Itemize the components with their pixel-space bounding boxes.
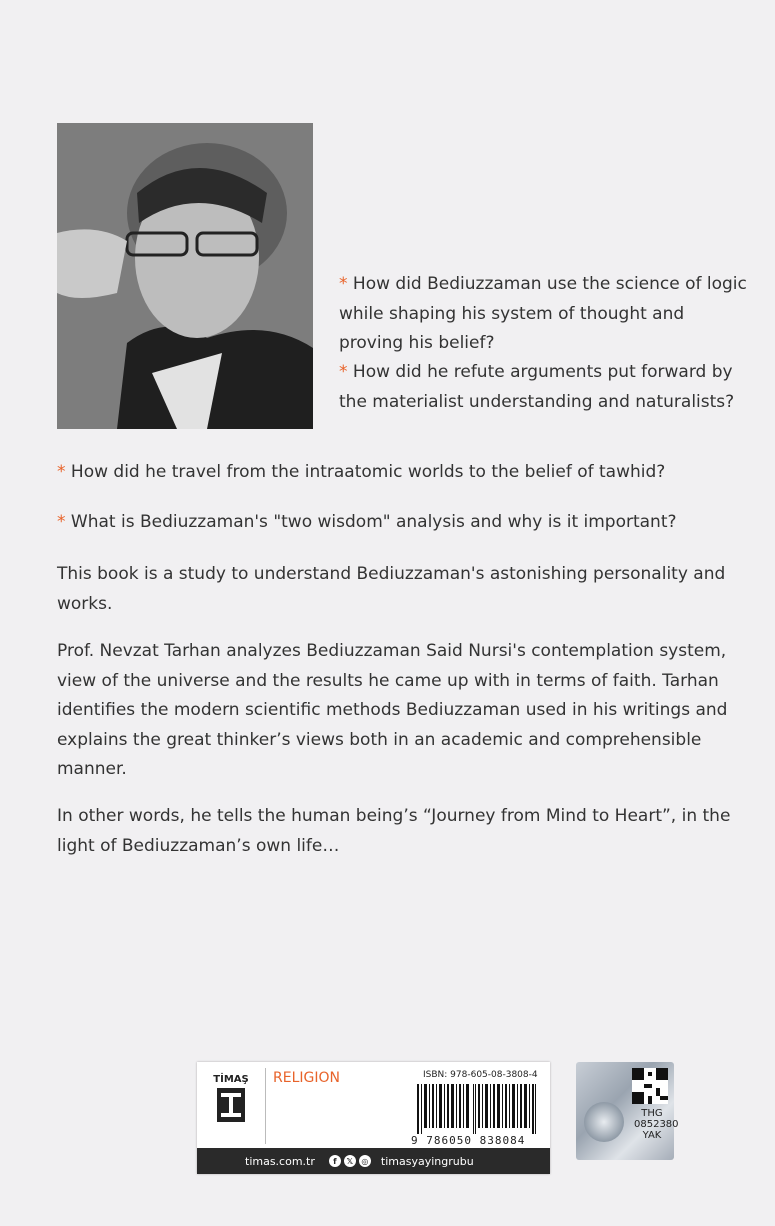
question-logic <box>339 270 749 359</box>
hologram-code-line: YAK <box>642 1130 662 1141</box>
social-handle[interactable]: timasyayingrubu <box>380 1154 474 1168</box>
label-footer <box>197 1148 550 1174</box>
bullet-marker: * <box>57 462 66 482</box>
publisher-name: TİMAŞ <box>213 1074 249 1085</box>
social-icons <box>329 1155 371 1167</box>
hologram-code-line: THG <box>641 1108 663 1119</box>
hologram-seal-icon <box>584 1102 624 1142</box>
question-text: How did he refute arguments put forward by the materialist understanding and naturalists? <box>339 362 735 412</box>
question-two-wisdom <box>57 508 757 538</box>
hologram-code <box>634 1108 679 1141</box>
hologram-code-line: 0852380 <box>634 1119 679 1130</box>
description-paragraph: Prof. Nevzat Tarhan analyzes Bediuzzaman Said Nursi's contemplation system, view of the universe and the results he came up with in terms of faith. Tarhan identifies the modern scientific methods Bediuzzaman used in his writings and explains the great thinker’s views both in an academic and comprehensible manner. <box>57 641 728 779</box>
label-divider <box>265 1068 266 1144</box>
question-text: How did he travel from the intraatomic worlds to the belief of tawhid? <box>70 462 666 482</box>
closing-paragraph: In other words, he tells the human being’s “Journey from Mind to Heart”, in the light of Bediuzzaman’s own life… <box>57 806 731 856</box>
qr-code-icon <box>632 1068 668 1104</box>
barcode-digits: 9 786050 838084 <box>411 1134 526 1147</box>
publisher-logo-icon <box>217 1088 245 1122</box>
publisher-label <box>197 1062 550 1174</box>
website-link[interactable]: timas.com.tr <box>245 1154 315 1168</box>
question-tawhid <box>57 458 757 488</box>
intro-paragraph: This book is a study to understand Bediuzzaman's astonishing personality and works. <box>57 564 726 614</box>
question-refute <box>339 358 749 417</box>
bullet-marker: * <box>57 512 66 532</box>
category-label: RELIGION <box>273 1070 340 1086</box>
bullet-marker: * <box>339 362 348 382</box>
question-text: What is Bediuzzaman's "two wisdom" analysis and why is it important? <box>70 512 677 532</box>
instagram-icon[interactable]: ◎ <box>359 1155 371 1167</box>
publisher-logo <box>211 1074 251 1144</box>
barcode-icon <box>417 1084 537 1134</box>
author-photo <box>57 123 313 429</box>
question-text: How did Bediuzzaman use the science of logic while shaping his system of thought and proving his belief? <box>339 274 747 353</box>
hologram-sticker <box>576 1062 679 1160</box>
bullet-marker: * <box>339 274 348 294</box>
isbn-number: ISBN: 978-605-08-3808-4 <box>423 1070 538 1080</box>
x-icon[interactable]: 𝕏 <box>344 1155 356 1167</box>
facebook-icon[interactable]: f <box>329 1155 341 1167</box>
